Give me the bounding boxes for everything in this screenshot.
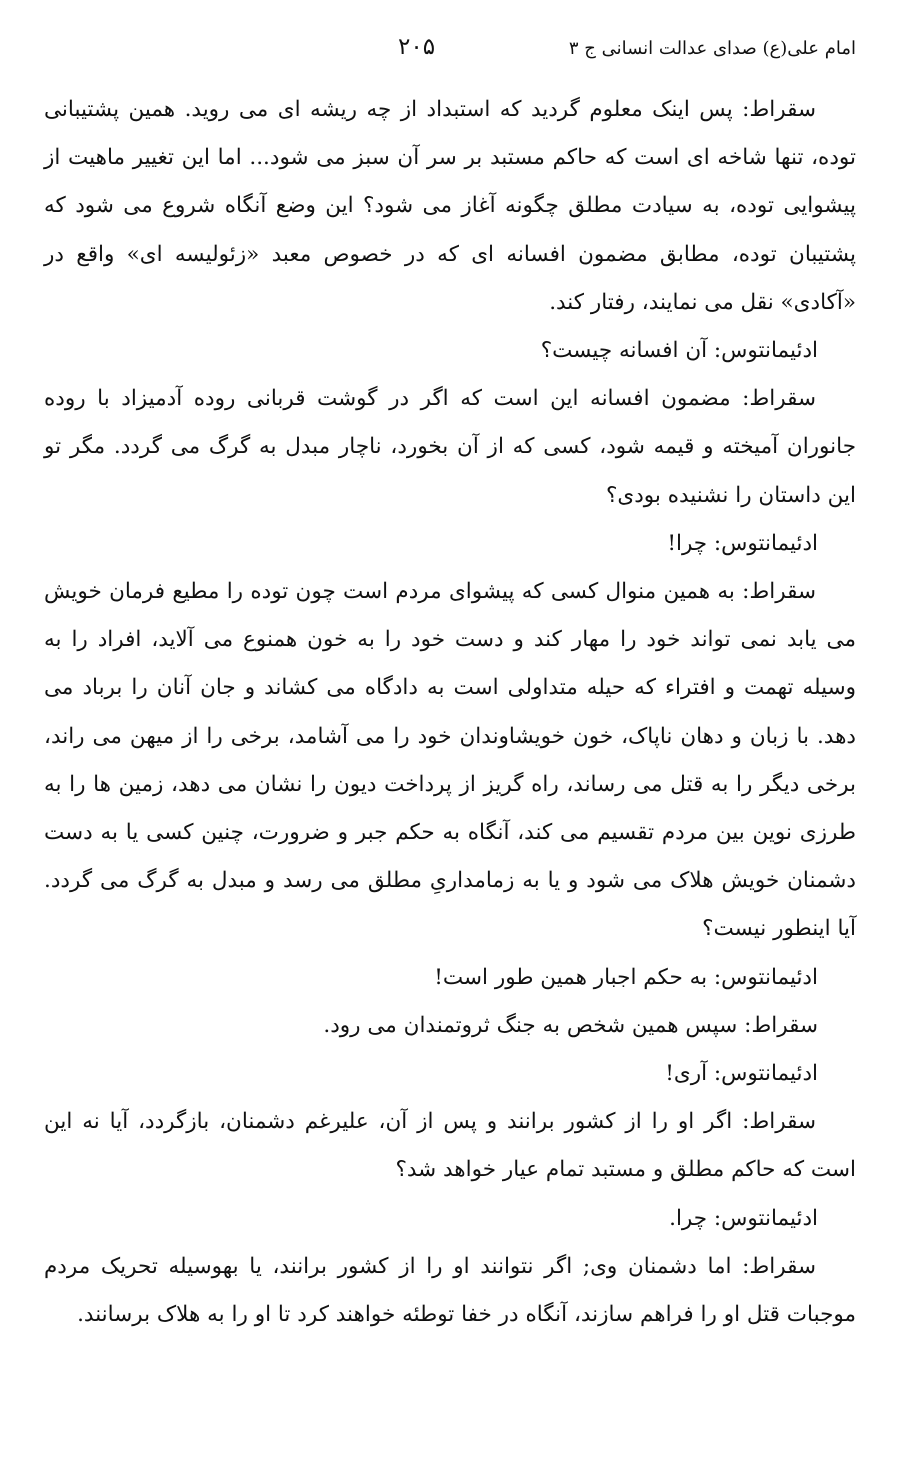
- paragraph-socrates-war-on-rich: سقراط: سپس همین شخص به جنگ ثروتمندان می رود.: [323, 1012, 818, 1038]
- running-title: امام علی(ع) صدای عدالت انسانی ج ۳: [568, 38, 856, 59]
- page-number: ۲۰۵: [398, 34, 436, 60]
- paragraph-socrates-origin-of-tyranny: سقراط: پس اینک معلوم گردید که استبداد از چه ریشه ای می روید. همین پشتیبانی توده، تنها شاخه ای است که حاکم مستبد بر سر آن سبز می شود... اما این تغییر ماهیت از پیشوایی توده، به سیادت مطلق چگونه آغاز می شود؟ این وضع آنگاه شروع می شود که پشتیبان توده، مطابق مضمون افسانه ای که در خصوص معبد «زئولیسه ای» واقع در «آکادی» نقل می نمایند، رفتار کند.: [44, 97, 856, 315]
- paragraph-adeimantus-agree: ادئیمانتوس: به حکم اجبار همین طور است!: [434, 964, 818, 990]
- paragraph-adeimantus-yes: ادئیمانتوس: چرا!: [667, 530, 818, 556]
- paragraph-socrates-tyrant-deeds: سقراط: به همین منوال کسی که پیشوای مردم است چون توده را مطیع فرمان خویش می یابد نمی تواند خود را مهار کند و دست خود را به خون همنوع می آلاید، افراد را به وسیله تهمت و افتراء که حیله متداولی است به دادگاه می کشاند و جان آنان را برباد می دهد. با زبان و دهان ناپاک، خون خویشاوندان خود را می آشامد، برخی را از میهن می راند، برخی دیگر را به قتل می رساند، راه گریز از پرداخت دیون را نشان می دهد، زمین ها را به طرزی نوین بین مردم تقسیم می کند، آنگاه به حکم جبر و ضرورت، چنین کسی یا به دست دشمنان خویش هلاک می شود و یا به زمامداریِ مطلق می رسد و مبدل به گرگ می گردد. آیا اینطور نیست؟: [44, 579, 856, 942]
- paragraph-adeimantus-aye: ادئیمانتوس: آری!: [665, 1061, 818, 1087]
- paragraph-socrates-exile: سقراط: اگر او را از کشور برانند و پس از آن، علیرغم دشمنان، بازگردد، آیا نه این است که حاکم مطلق و مستبد تمام عیار خواهد شد؟: [44, 1109, 856, 1183]
- body-text: [44, 86, 856, 1339]
- paragraph-socrates-enemies: سقراط: اما دشمنان وی; اگر نتوانند او را از کشور برانند، یا بهوسیله تحریک مردم موجبات قتل او را فراهم سازند، آنگاه در خفا توطئه خواهند کرد تا او را به هلاک برسانند.: [44, 1253, 856, 1328]
- paragraph-adeimantus-question: ادئیمانتوس: آن افسانه چیست؟: [540, 338, 818, 364]
- page-header: [0, 34, 900, 74]
- paragraph-adeimantus-yes-2: ادئیمانتوس: چرا.: [669, 1205, 818, 1231]
- paragraph-socrates-legend: سقراط: مضمون افسانه این است که اگر در گوشت قربانی روده آدمیزاد با روده جانوران آمیخته و قیمه شود، کسی که از آن بخورد، ناچار مبدل به گرگ می گردد. مگر تو این داستان را نشنیده بودی؟: [44, 386, 856, 508]
